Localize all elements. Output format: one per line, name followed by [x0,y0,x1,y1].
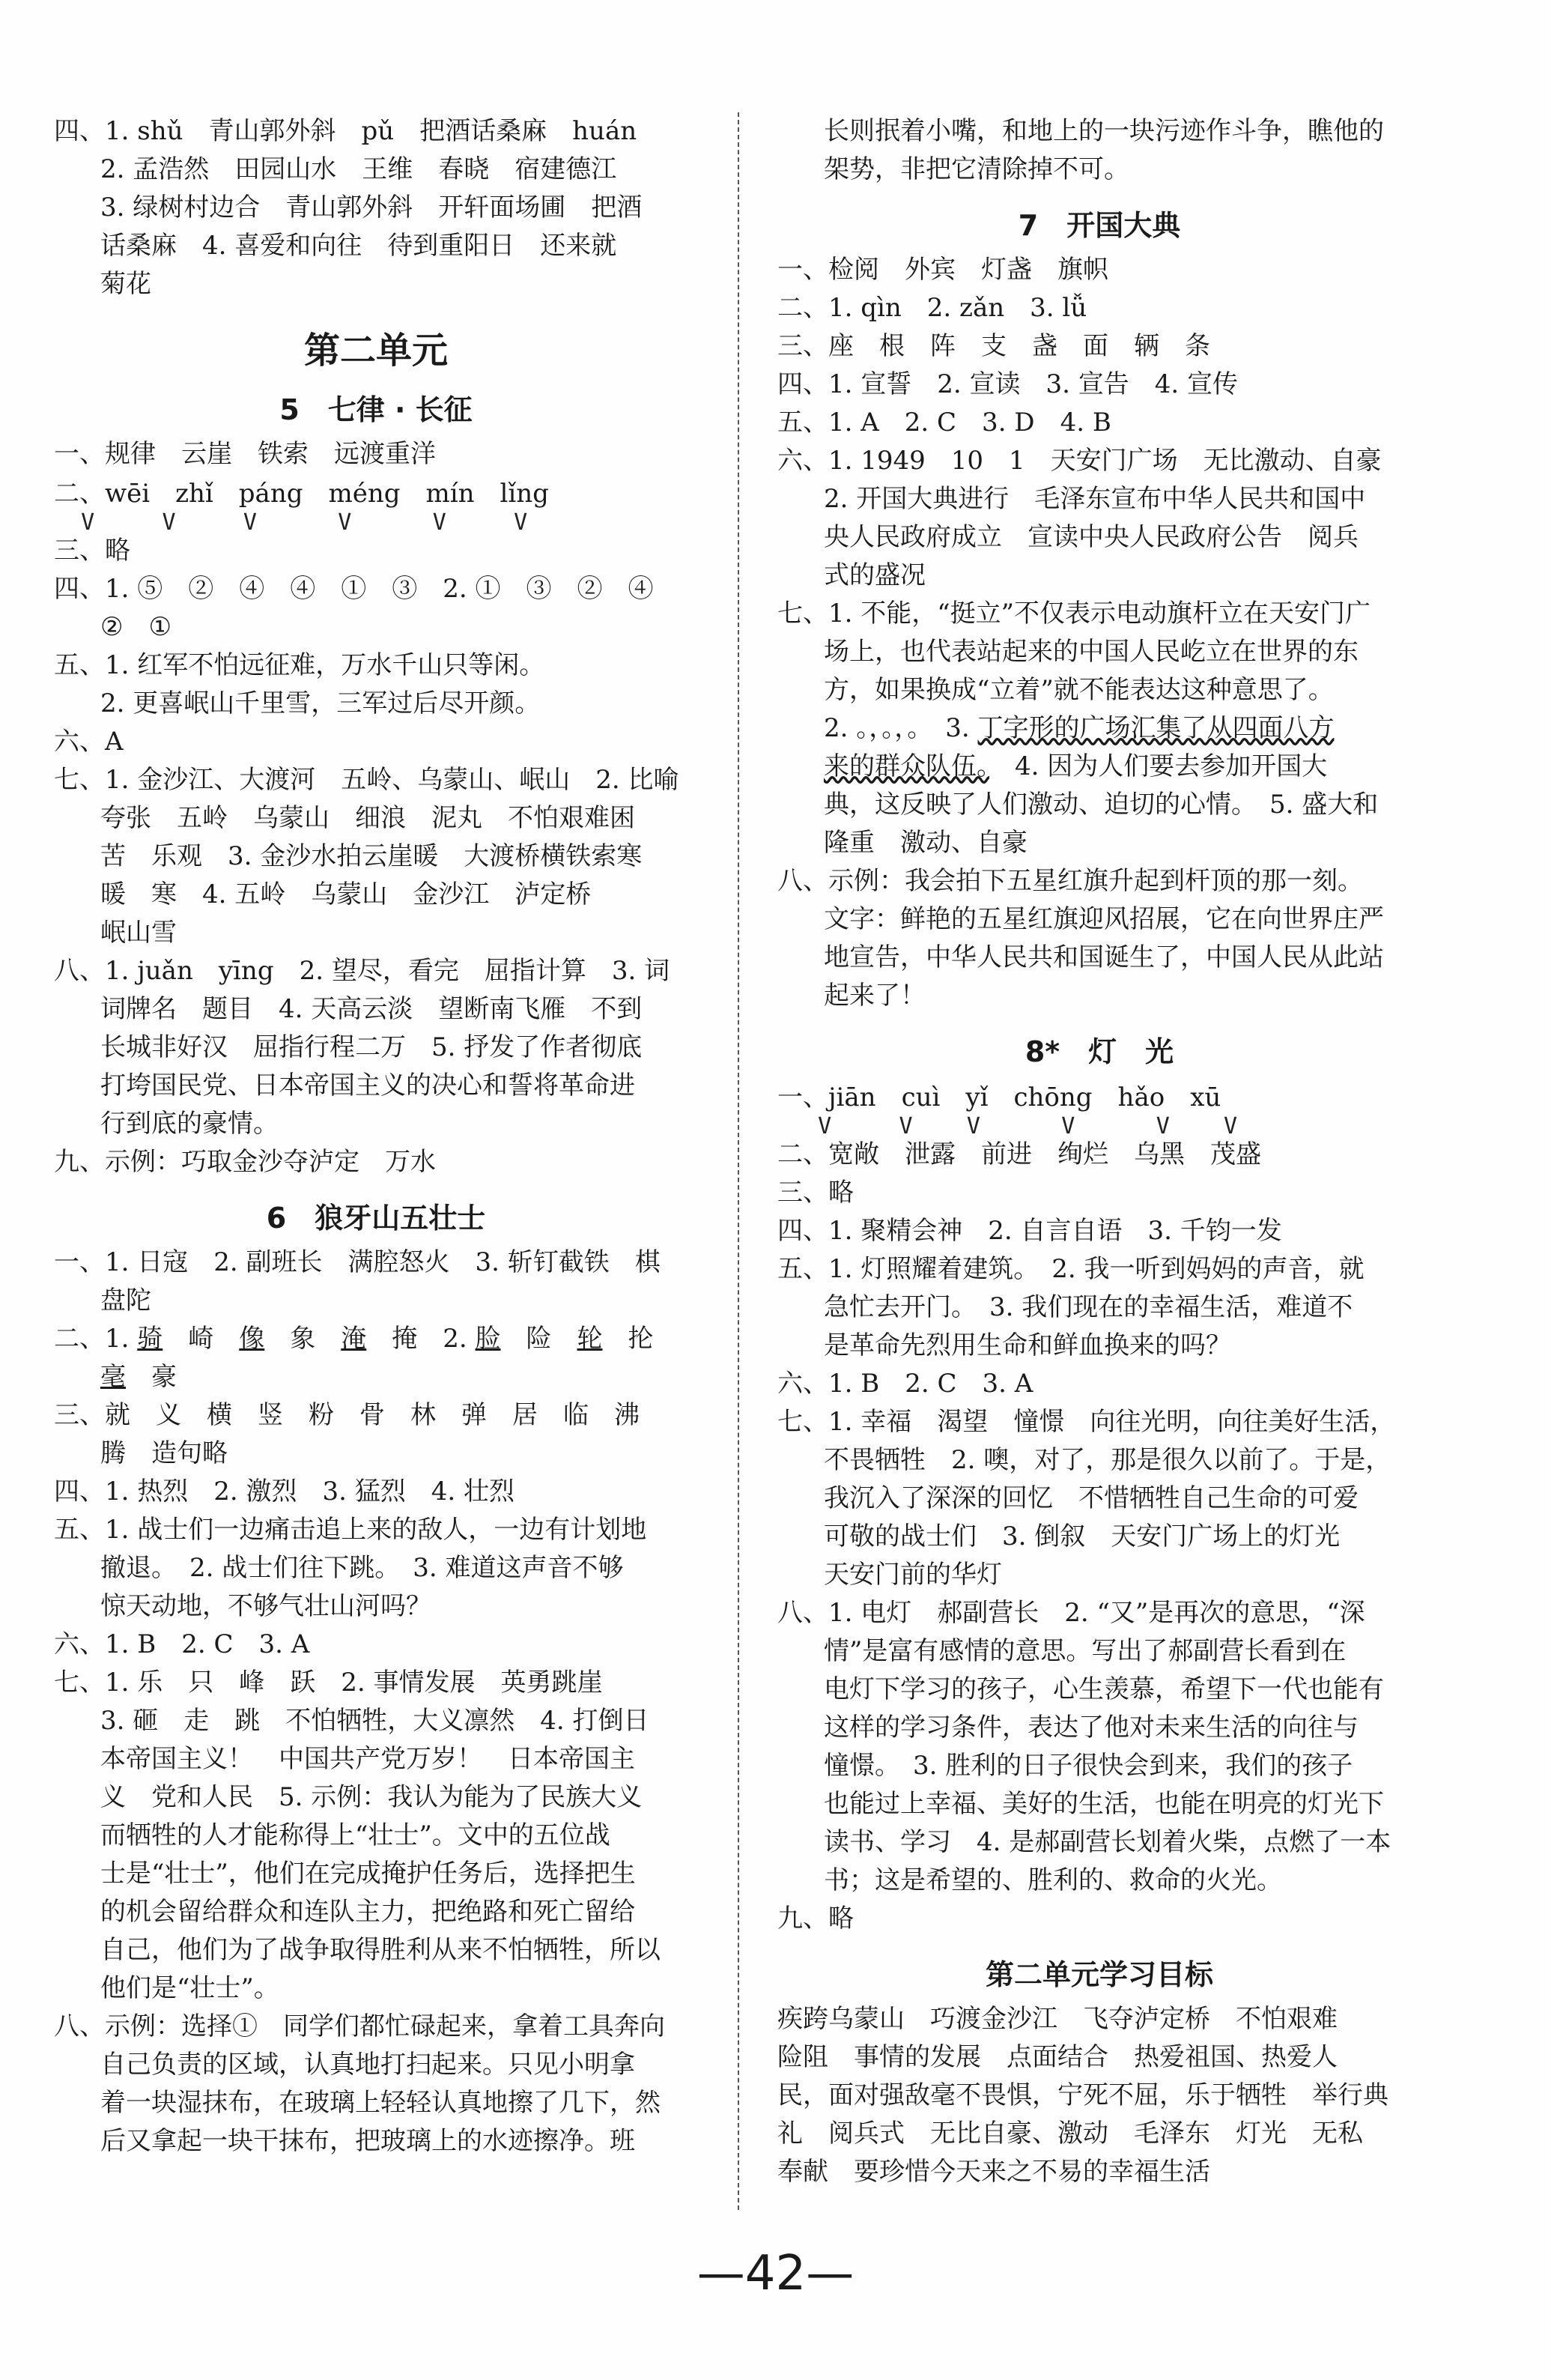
answer-line: 长则抿着小嘴，和地上的一块污迹作斗争，瞧他的 [824,116,1384,146]
answer-line: 三、座 根 阵 支 盏 面 辆 条 [777,331,1210,361]
pinyin-line: 一、jiān cuì yǐ chōng hǎo xū [777,1082,1221,1112]
text-run: 抡 [602,1324,654,1354]
answer-line: 二、宽敞 泄露 前进 绚烂 乌黑 茂盛 [777,1139,1261,1169]
goals-line: 疾跨乌蒙山 巧渡金沙江 飞夺泸定桥 不怕艰难 [777,2004,1338,2034]
answer-line: 五、1. 灯照耀着建筑。 2. 我一听到妈妈的声音，就 [777,1254,1365,1284]
answer-line [777,709,1421,748]
answer-line: 夸张 五岭 乌蒙山 细浪 泥丸 不怕艰难困 [100,803,635,833]
check-marks: V V V V V V [777,1113,1238,1139]
pinyin-line: 二、wēi zhǐ páng méng mín lǐng [54,479,549,509]
answer-line: 四、1. 宣誓 2. 宣读 3. 宣告 4. 宣传 [777,369,1238,399]
answer-line: 这样的学习条件，表达了他对未来生活的向往与 [824,1713,1359,1742]
answer-line: 后又拿起一块干抹布，把玻璃上的水迹擦净。班 [100,2126,635,2156]
answer-line: 苦 乐观 3. 金沙水拍云崖暖 大渡桥横铁索寒 [100,841,643,871]
answer-line: 央人民政府成立 宣读中央人民政府公告 阅兵 [824,522,1359,552]
answer-line: 也能过上幸福、美好的生活，也能在明亮的灯光下 [824,1789,1384,1819]
answer-line: 打垮国民党、日本帝国主义的决心和誓将革命进 [100,1071,635,1100]
underlined-char: 像 [239,1324,265,1354]
answer-line: 我沉入了深深的回忆 不惜牺牲自己生命的可爱 [824,1483,1359,1513]
answer-line: 是革命先烈用生命和鲜血换来的吗？ [824,1330,1231,1360]
answer-line: 五、1. 红军不怕远征难，万水千山只等闲。 [54,650,545,680]
answer-line: 七、1. 金沙江、大渡河 五岭、乌蒙山、岷山 2. 比喻 [54,765,679,795]
goals-title: 第二单元学习目标 [985,1958,1213,1991]
answer-line: 八、1. 电灯 郝副营长 2. “又”是再次的意思，“深 [777,1598,1365,1628]
answer-line: ② ① [100,612,172,642]
unit-title: 第二单元 [303,330,448,372]
answer-line: 电灯下学习的孩子，心生羡慕，希望下一代也能有 [824,1674,1384,1704]
answer-line: 一、检阅 外宾 灯盏 旗帜 [777,255,1108,285]
answer-line: 天安门前的华灯 [824,1560,1002,1590]
answer-line: 行到底的豪情。 [100,1109,279,1139]
answer-line: 腾 造句略 [100,1438,228,1468]
answer-line: 隆重 激动、自豪 [824,828,1028,858]
text-run: 险 [500,1324,577,1354]
answer-line: 典，这反映了人们激动、迫切的心情。 5. 盛大和 [824,790,1379,820]
answer-line: 文字：鲜艳的五星红旗迎风招展，它在向世界庄严 [824,904,1384,934]
answer-line: 自己，他们为了战争取得胜利从来不怕牺牲，所以 [100,1935,661,1965]
answer-line: 三、略 [54,536,130,566]
answer-line: 长城非好汉 屈指行程二万 5. 抒发了作者彻底 [100,1032,643,1062]
answer-line: 他们是“壮士”。 [100,1973,279,2003]
text-run: 豪 [126,1362,177,1392]
lesson-title: 5 七律 · 长征 [279,393,473,426]
answer-line: 3. 绿树村边合 青山郭外斜 开轩面场圃 把酒 [100,193,643,222]
answer-line: 五、1. A 2. C 3. D 4. B [777,408,1111,437]
answer-line: 六、1. B 2. C 3. A [54,1629,310,1659]
wavy-underlined-text: 来的群众队伍。 [824,751,989,781]
answer-line: 九、示例：巧取金沙夺泸定 万水 [54,1147,436,1177]
answer-line [54,1358,698,1396]
answer-line: 三、略 [777,1178,854,1208]
answer-line: 盘陀 [100,1286,151,1315]
answer-line: 情”是富有感情的意思。写出了郝副营长看到在 [824,1636,1347,1666]
answer-line: 架势，非把它清除掉不可。 [824,154,1129,184]
answer-line: 六、1. B 2. C 3. A [777,1369,1034,1399]
answer-line: 四、1. 聚精会神 2. 自言自语 3. 千钧一发 [777,1216,1282,1246]
underlined-char: 脸 [475,1324,501,1354]
unit-goals [777,1951,1421,2191]
wavy-underlined-text: 丁字形的广场汇集了从四面八方 [977,713,1335,743]
goals-line: 礼 阅兵式 无比自豪、激动 毛泽东 灯光 无私 [777,2119,1363,2149]
lesson-5 [54,387,698,1181]
lesson-title: 7 开国大典 [1018,209,1181,242]
section-4-previous [54,112,698,303]
goals-line: 民，面对强敌毫不畏惧，宁死不屈，乐于牺牲 举行典 [777,2080,1388,2110]
answer-line: 本帝国主义！ 中国共产党万岁！ 日本帝国主 [100,1744,635,1774]
answer-line: 四、1. 热烈 2. 激烈 3. 猛烈 4. 壮烈 [54,1477,515,1507]
answer-line: 八、示例：选择① 同学们都忙碌起来，拿着工具奔向 [54,2011,665,2041]
text-run: 崎 [163,1324,240,1354]
answer-line: 八、1. juǎn yīng 2. 望尽，看完 屈指计算 3. 词 [54,956,670,986]
answer-line: 2. 更喜岷山千里雪，三军过后尽开颜。 [100,688,541,718]
answer-line: 3. 砸 走 跳 不怕牺牲，大义凛然 4. 打倒日 [100,1706,649,1736]
answer-line: 方，如果换成“立着”就不能表达这种意思了。 [824,675,1334,705]
lesson-title: 8* 灯 光 [1025,1035,1174,1068]
answer-line: 六、1. 1949 10 1 天安门广场 无比激动、自豪 [777,446,1382,476]
answer-line: 的机会留给群众和连队主力，把绝路和死亡留给 [100,1897,635,1927]
lesson-6 [54,1195,698,2161]
underlined-char: 骑 [137,1324,163,1354]
answer-line: 不畏牺牲 2. 噢，对了，那是很久以前了。于是， [824,1445,1391,1475]
answer-line: 2. 开国大典进行 毛泽东宣布中华人民共和国中 [824,484,1366,514]
underlined-char: 毫 [100,1362,126,1392]
answer-line: 读书、学习 4. 是郝副营长划着火柴，点燃了一本 [824,1827,1391,1857]
answer-line [54,1320,698,1358]
underlined-char: 轮 [577,1324,603,1354]
answer-line: 话桑麻 4. 喜爱和向往 待到重阳日 还来就 [100,231,617,261]
answer-line: 七、1. 幸福 渴望 憧憬 向往光明，向往美好生活， [777,1407,1396,1437]
goals-line: 奉献 要珍惜今天来之不易的幸福生活 [777,2157,1210,2187]
lesson-7 [777,202,1421,1015]
answer-line: 岷山雪 [100,918,177,948]
lesson-8 [777,1029,1421,1938]
answer-line: 九、略 [777,1904,854,1934]
answer-line: 四、1. ⑤ ② ④ ④ ① ③ 2. ① ③ ② ④ [54,574,654,604]
answer-line: 词牌名 题目 4. 天高云淡 望断南飞雁 不到 [100,994,643,1024]
lesson-title: 6 狼牙山五壮士 [266,1202,486,1235]
check-marks: V V V V V V [54,509,528,536]
answer-line: 菊花 [100,269,151,299]
answer-line: 六、A [54,727,124,757]
answer-line: 士是“壮士”，他们在完成掩护任务后，选择把生 [100,1859,636,1889]
answer-line: 义 党和人民 5. 示例：我认为能为了民族大义 [100,1782,643,1812]
text-run: 4. 因为人们要去参加开国大 [989,751,1328,781]
underlined-char: 淹 [341,1324,367,1354]
answer-line: 暖 寒 4. 五岭 乌蒙山 金沙江 泸定桥 [100,879,592,909]
answer-line: 着一块湿抹布，在玻璃上轻轻认真地擦了几下，然 [100,2088,661,2118]
page-number: —42— [696,2246,855,2301]
answer-line: 三、就 义 横 竖 粉 骨 林 弹 居 临 沸 [54,1400,640,1430]
answer-line: 惊天动地，不够气壮山河吗？ [100,1591,431,1621]
text-run: 二、1. [54,1324,138,1354]
answer-line: 地宣告，中华人民共和国诞生了，中国人民从此站 [824,942,1384,972]
text-run: 象 [264,1324,342,1354]
answer-line: 书；这是希望的、胜利的、救命的火光。 [824,1865,1282,1895]
answer-line: 憧憬。 3. 胜利的日子很快会到来，我们的孩子 [824,1751,1353,1781]
answer-line [777,748,1421,786]
answer-line: 式的盛况 [824,560,926,590]
goals-line: 险阻 事情的发展 点面结合 热爱祖国、热爱人 [777,2042,1338,2072]
answer-line: 一、规律 云崖 铁索 远渡重洋 [54,439,436,469]
answer-line: 自己负责的区域，认真地打扫起来。只见小明拿 [100,2050,635,2080]
right-column [777,112,1421,2191]
answer-line: 七、1. 乐 只 峰 跃 2. 事情发展 英勇跳崖 [54,1668,603,1698]
answer-line: 可敬的战士们 3. 倒叙 天安门广场上的灯光 [824,1521,1341,1551]
answer-line: 起来了！ [824,981,926,1011]
text-run: 掩 2. [366,1324,476,1354]
answer-line: 一、1. 日寇 2. 副班长 满腔怒火 3. 斩钉截铁 棋 [54,1247,661,1277]
answer-line: 而牺牲的人才能称得上“壮士”。文中的五位战 [100,1820,610,1850]
text-run: 2. 。，。，。 3. [824,713,978,743]
answer-line: 八、示例：我会拍下五星红旗升起到杆顶的那一刻。 [777,866,1363,896]
answer-line: 急忙去开门。 3. 我们现在的幸福生活，难道不 [824,1292,1353,1322]
left-column [54,112,698,2161]
column-divider [738,112,739,2210]
answer-line: 四、1. shǔ 青山郭外斜 pǔ 把酒话桑麻 huán [54,116,637,146]
answer-line: 撤退。 2. 战士们往下跳。 3. 难道这声音不够 [100,1553,624,1583]
answer-line: 五、1. 战士们一边痛击追上来的敌人，一边有计划地 [54,1515,647,1545]
answer-line: 二、1. qìn 2. zǎn 3. lǚ [777,293,1087,323]
answer-line: 2. 孟浩然 田园山水 王维 春晓 宿建德江 [100,154,617,184]
answer-line: 七、1. 不能，“挺立”不仅表示电动旗杆立在天安门广 [777,599,1371,629]
answer-line: 场上，也代表站起来的中国人民屹立在世界的东 [824,637,1359,667]
